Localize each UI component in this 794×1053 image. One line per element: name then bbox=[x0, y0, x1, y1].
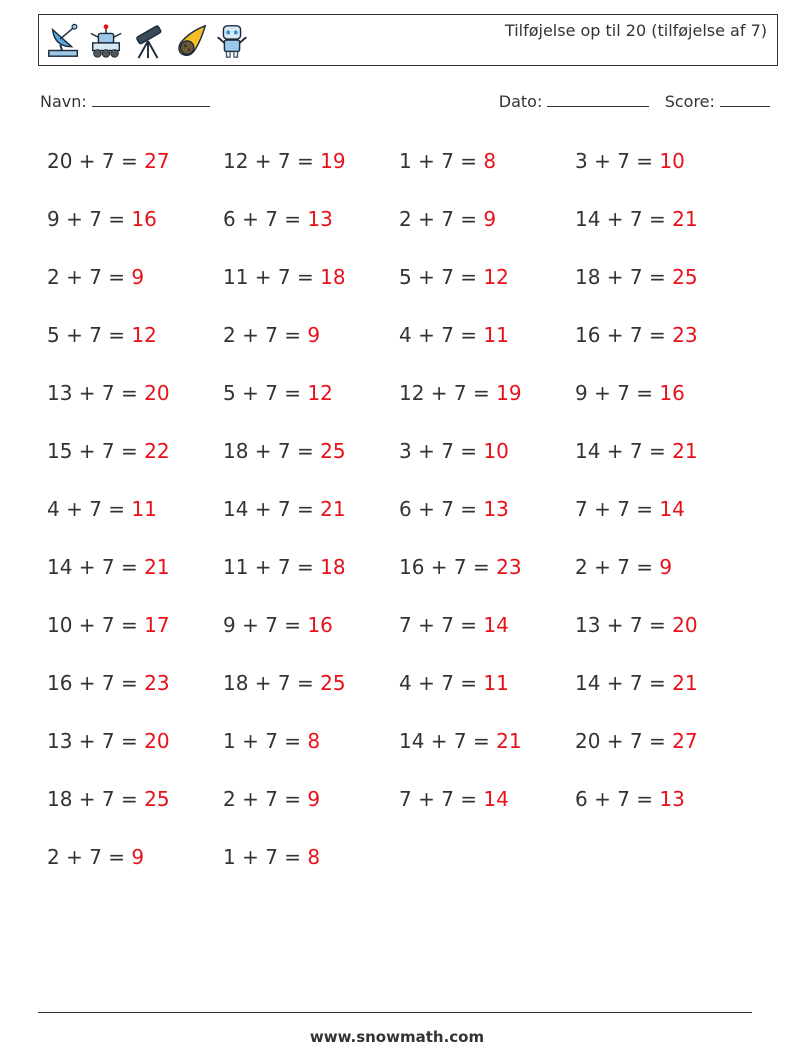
problem-grid bbox=[47, 146, 751, 900]
problem-answer: 8 bbox=[307, 845, 321, 869]
problem-answer: 10 bbox=[659, 149, 685, 173]
problem-question: 11 + 7 = bbox=[223, 555, 321, 579]
problem-answer: 27 bbox=[672, 729, 698, 753]
problem-answer: 17 bbox=[144, 613, 170, 637]
problem-item bbox=[575, 668, 751, 726]
problem-answer: 21 bbox=[672, 439, 698, 463]
problem-question: 7 + 7 = bbox=[399, 787, 484, 811]
problem-answer: 21 bbox=[672, 671, 698, 695]
problem-answer: 16 bbox=[131, 207, 157, 231]
problem-question: 14 + 7 = bbox=[47, 555, 145, 579]
problem-answer: 25 bbox=[144, 787, 170, 811]
problem-answer: 11 bbox=[131, 497, 157, 521]
problem-answer: 21 bbox=[320, 497, 346, 521]
problem-item bbox=[47, 668, 223, 726]
problem-item bbox=[575, 436, 751, 494]
problem-item bbox=[223, 320, 399, 378]
problem-question: 20 + 7 = bbox=[575, 729, 673, 753]
problem-question: 12 + 7 = bbox=[223, 149, 321, 173]
problem-answer: 23 bbox=[496, 555, 522, 579]
problem-answer: 21 bbox=[496, 729, 522, 753]
problem-question: 20 + 7 = bbox=[47, 149, 145, 173]
problem-item bbox=[399, 726, 575, 784]
problem-item bbox=[223, 726, 399, 784]
problem-item bbox=[47, 726, 223, 784]
problem-question: 5 + 7 = bbox=[223, 381, 308, 405]
problem-answer: 23 bbox=[672, 323, 698, 347]
problem-item bbox=[575, 320, 751, 378]
problem-question: 5 + 7 = bbox=[399, 265, 484, 289]
problem-question: 16 + 7 = bbox=[47, 671, 145, 695]
score-label: Score: bbox=[664, 92, 715, 111]
problem-question: 1 + 7 = bbox=[399, 149, 484, 173]
problem-answer: 20 bbox=[672, 613, 698, 637]
problem-item bbox=[47, 610, 223, 668]
problem-answer: 12 bbox=[307, 381, 333, 405]
problem-question: 1 + 7 = bbox=[223, 845, 308, 869]
worksheet-header bbox=[38, 14, 778, 66]
problem-question: 14 + 7 = bbox=[575, 671, 673, 695]
problem-answer: 25 bbox=[672, 265, 698, 289]
problem-item bbox=[399, 494, 575, 552]
problem-question: 9 + 7 = bbox=[47, 207, 132, 231]
worksheet-title: Tilføjelse op til 20 (tilføjelse af 7) bbox=[504, 21, 767, 40]
problem-item bbox=[47, 146, 223, 204]
problem-answer: 25 bbox=[320, 439, 346, 463]
problem-question: 6 + 7 = bbox=[223, 207, 308, 231]
footer-divider bbox=[38, 1012, 752, 1013]
problem-answer: 21 bbox=[144, 555, 170, 579]
problem-question: 13 + 7 = bbox=[47, 729, 145, 753]
problem-answer: 9 bbox=[659, 555, 673, 579]
problem-item bbox=[575, 552, 751, 610]
problem-answer: 8 bbox=[483, 149, 497, 173]
problem-question: 18 + 7 = bbox=[47, 787, 145, 811]
problem-answer: 14 bbox=[483, 787, 509, 811]
header-icons bbox=[45, 19, 251, 63]
problem-question: 3 + 7 = bbox=[399, 439, 484, 463]
problem-item bbox=[223, 610, 399, 668]
problem-question: 2 + 7 = bbox=[575, 555, 660, 579]
problem-item bbox=[399, 378, 575, 436]
telescope-icon bbox=[129, 22, 167, 60]
problem-item bbox=[575, 262, 751, 320]
name-field bbox=[40, 92, 210, 111]
problem-answer: 18 bbox=[320, 265, 346, 289]
problem-question: 18 + 7 = bbox=[223, 671, 321, 695]
date-label: Dato: bbox=[498, 92, 543, 111]
problem-question: 2 + 7 = bbox=[223, 323, 308, 347]
problem-question: 14 + 7 = bbox=[399, 729, 497, 753]
problem-question: 7 + 7 = bbox=[575, 497, 660, 521]
problem-item bbox=[47, 784, 223, 842]
problem-item bbox=[399, 552, 575, 610]
problem-answer: 13 bbox=[659, 787, 685, 811]
problem-item bbox=[575, 726, 751, 784]
problem-item bbox=[47, 436, 223, 494]
problem-answer: 10 bbox=[483, 439, 509, 463]
problem-answer: 18 bbox=[320, 555, 346, 579]
problem-answer: 23 bbox=[144, 671, 170, 695]
problem-answer: 11 bbox=[483, 323, 509, 347]
problem-question: 11 + 7 = bbox=[223, 265, 321, 289]
problem-answer: 9 bbox=[131, 845, 145, 869]
problem-question: 4 + 7 = bbox=[399, 323, 484, 347]
problem-answer: 21 bbox=[672, 207, 698, 231]
problem-question: 14 + 7 = bbox=[575, 207, 673, 231]
comet-icon bbox=[171, 22, 209, 60]
problem-question: 4 + 7 = bbox=[399, 671, 484, 695]
problem-question: 16 + 7 = bbox=[575, 323, 673, 347]
problem-item bbox=[399, 262, 575, 320]
problem-question: 2 + 7 = bbox=[47, 265, 132, 289]
problem-item bbox=[223, 552, 399, 610]
problem-answer: 9 bbox=[483, 207, 497, 231]
problem-question: 13 + 7 = bbox=[575, 613, 673, 637]
problem-answer: 8 bbox=[307, 729, 321, 753]
problem-item bbox=[47, 552, 223, 610]
problem-question: 15 + 7 = bbox=[47, 439, 145, 463]
problem-question: 6 + 7 = bbox=[575, 787, 660, 811]
problem-question: 12 + 7 = bbox=[399, 381, 497, 405]
problem-item bbox=[575, 610, 751, 668]
problem-question: 14 + 7 = bbox=[223, 497, 321, 521]
problem-question: 1 + 7 = bbox=[223, 729, 308, 753]
problem-item bbox=[399, 320, 575, 378]
problem-item bbox=[575, 494, 751, 552]
problem-item bbox=[575, 146, 751, 204]
problem-answer: 9 bbox=[307, 323, 321, 347]
problem-item bbox=[223, 146, 399, 204]
problem-answer: 19 bbox=[320, 149, 346, 173]
satellite-dish-icon bbox=[45, 22, 83, 60]
problem-item bbox=[223, 784, 399, 842]
problem-answer: 22 bbox=[144, 439, 170, 463]
problem-item bbox=[47, 320, 223, 378]
problem-item bbox=[575, 204, 751, 262]
problem-question: 4 + 7 = bbox=[47, 497, 132, 521]
problem-question: 9 + 7 = bbox=[223, 613, 308, 637]
rover-robot-icon bbox=[87, 22, 125, 60]
problem-question: 2 + 7 = bbox=[223, 787, 308, 811]
problem-question: 18 + 7 = bbox=[223, 439, 321, 463]
problem-answer: 9 bbox=[307, 787, 321, 811]
problem-question: 9 + 7 = bbox=[575, 381, 660, 405]
problem-question: 3 + 7 = bbox=[575, 149, 660, 173]
problem-item bbox=[223, 436, 399, 494]
problem-item bbox=[47, 494, 223, 552]
problem-item bbox=[399, 436, 575, 494]
problem-item bbox=[223, 204, 399, 262]
problem-item bbox=[575, 378, 751, 436]
problem-item bbox=[575, 784, 751, 842]
problem-answer: 19 bbox=[496, 381, 522, 405]
problem-item bbox=[223, 668, 399, 726]
problem-item bbox=[223, 262, 399, 320]
problem-question: 6 + 7 = bbox=[399, 497, 484, 521]
problem-answer: 27 bbox=[144, 149, 170, 173]
problem-question: 18 + 7 = bbox=[575, 265, 673, 289]
problem-answer: 14 bbox=[659, 497, 685, 521]
problem-item bbox=[223, 494, 399, 552]
problem-answer: 11 bbox=[483, 671, 509, 695]
problem-item bbox=[47, 842, 223, 900]
date-blank[interactable] bbox=[547, 92, 649, 107]
problem-item bbox=[223, 378, 399, 436]
problem-question: 10 + 7 = bbox=[47, 613, 145, 637]
problem-question: 5 + 7 = bbox=[47, 323, 132, 347]
problem-answer: 9 bbox=[131, 265, 145, 289]
problem-answer: 12 bbox=[483, 265, 509, 289]
problem-question: 16 + 7 = bbox=[399, 555, 497, 579]
problem-item bbox=[223, 842, 399, 900]
problem-question: 2 + 7 = bbox=[399, 207, 484, 231]
problem-answer: 20 bbox=[144, 729, 170, 753]
date-score-fields bbox=[499, 92, 770, 111]
problem-item bbox=[47, 378, 223, 436]
problem-answer: 20 bbox=[144, 381, 170, 405]
problem-answer: 13 bbox=[483, 497, 509, 521]
problem-item bbox=[47, 262, 223, 320]
problem-item bbox=[399, 146, 575, 204]
name-blank[interactable] bbox=[92, 92, 210, 107]
problem-answer: 16 bbox=[307, 613, 333, 637]
problem-answer: 14 bbox=[483, 613, 509, 637]
problem-item bbox=[399, 668, 575, 726]
problem-item bbox=[399, 784, 575, 842]
problem-answer: 13 bbox=[307, 207, 333, 231]
score-blank[interactable] bbox=[720, 92, 770, 107]
problem-item bbox=[47, 204, 223, 262]
problem-question: 2 + 7 = bbox=[47, 845, 132, 869]
problem-question: 14 + 7 = bbox=[575, 439, 673, 463]
problem-answer: 16 bbox=[659, 381, 685, 405]
footer-url: www.snowmath.com bbox=[309, 1028, 485, 1046]
robot-icon bbox=[213, 22, 251, 60]
problem-answer: 12 bbox=[131, 323, 157, 347]
problem-item bbox=[399, 610, 575, 668]
problem-question: 13 + 7 = bbox=[47, 381, 145, 405]
name-label: Navn: bbox=[40, 92, 87, 111]
problem-item bbox=[399, 204, 575, 262]
problem-answer: 25 bbox=[320, 671, 346, 695]
problem-question: 7 + 7 = bbox=[399, 613, 484, 637]
